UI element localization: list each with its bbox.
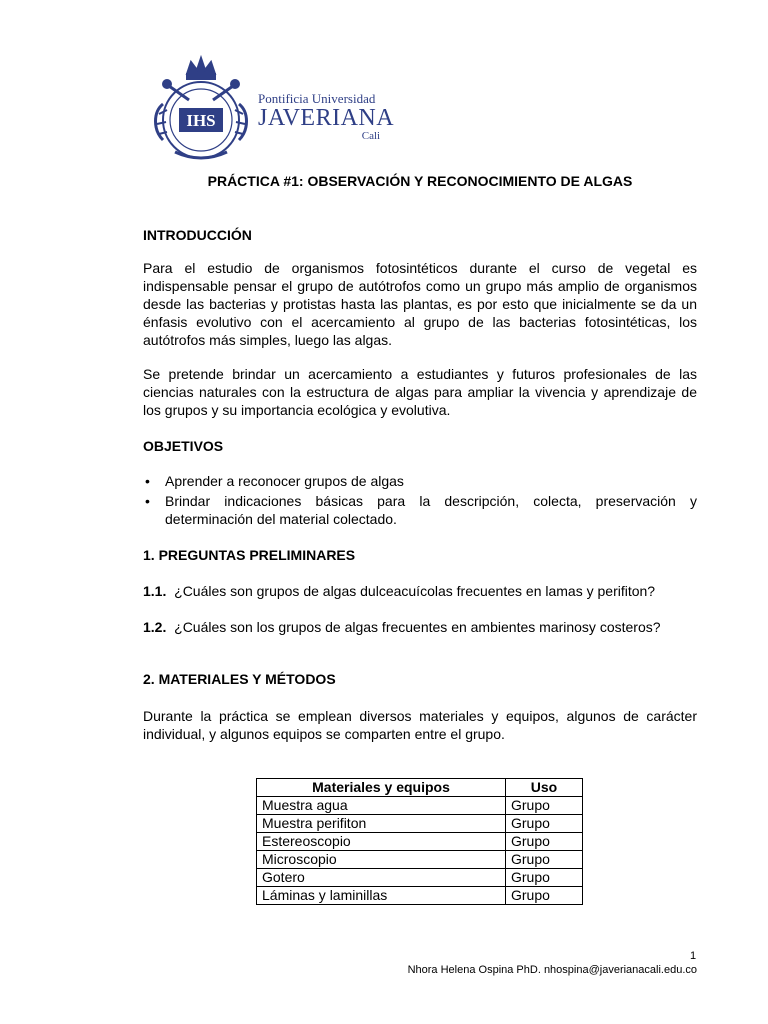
table-row (257, 887, 583, 905)
page-number: 1 (690, 950, 697, 962)
materiales-paragraph: Durante la práctica se emplean diversos materiales y equipos, algunos de carácter individual, y algunos equipos se comparten entre el grupo. (143, 708, 697, 742)
monogram-text: IHS (186, 111, 216, 130)
document-title: PRÁCTICA #1: OBSERVACIÓN Y RECONOCIMIENTO DE ALGAS (207, 173, 633, 189)
table-cell-material: Muestra perifiton (257, 815, 506, 833)
table-cell-material: Estereoscopio (257, 833, 506, 851)
table-header-row (257, 779, 583, 797)
list-item: • Aprender a reconocer grupos de algas (143, 472, 697, 490)
intro-paragraph-1: Para el estudio de organismos fotosintéticos durante el curso de vegetal es indispensable pensar el grupo de autótrofos como un grupo más amplio de organismos desde las bacterias y protistas hasta las plantas, es por esto que inicialmente se da un énfasis evolutivo con el acercamiento al grupo de las bacterias fotosintéticas, los autótrofos más simples, luego las algas. (143, 260, 697, 348)
table-cell-uso: Grupo (506, 869, 583, 887)
question-2 (143, 618, 697, 636)
objetivos-list (143, 472, 697, 530)
materiales-heading: 2. MATERIALES Y MÉTODOS (143, 671, 336, 687)
table-cell-material: Gotero (257, 869, 506, 887)
question-2-number: 1.2. (143, 619, 167, 635)
table-header-uso: Uso (506, 779, 583, 797)
table-cell-uso: Grupo (506, 851, 583, 869)
question-1-number: 1.1. (143, 583, 167, 599)
table-row (257, 797, 583, 815)
logo-line-cali: Cali (361, 130, 381, 142)
intro-heading: INTRODUCCIÓN (143, 227, 252, 243)
table-cell-material: Láminas y laminillas (257, 887, 506, 905)
preguntas-heading: 1. PREGUNTAS PRELIMINARES (143, 547, 356, 563)
question-2-text: ¿Cuáles son los grupos de algas frecuentes en ambientes marinosy costeros? (174, 619, 661, 635)
list-item: • Brindar indicaciones básicas para la descripción, colecta, preservación y determinación del material colectado. (143, 492, 697, 528)
table-cell-uso: Grupo (506, 797, 583, 815)
table-cell-uso: Grupo (506, 887, 583, 905)
crest-icon (145, 52, 257, 167)
objetivos-heading: OBJETIVOS (143, 438, 224, 454)
university-logo (145, 52, 400, 167)
table-row (257, 833, 583, 851)
table-cell-uso: Grupo (506, 833, 583, 851)
table-header-materiales: Materiales y equipos (257, 779, 506, 797)
materials-table (256, 778, 583, 905)
logo-line-javeriana: JAVERIANA (258, 105, 395, 131)
question-1-text: ¿Cuáles son grupos de algas dulceacuícolas frecuentes en lamas y perifiton? (174, 583, 656, 599)
table-cell-uso: Grupo (506, 815, 583, 833)
table-cell-material: Microscopio (257, 851, 506, 869)
intro-paragraph-2: Se pretende brindar un acercamiento a estudiantes y futuros profesionales de las ciencias naturales con la estructura de algas para ampliar la vivencia y aprendizaje de los grupos y su importancia ecológica y evolutiva. (143, 366, 697, 418)
logo-line-pontificia: Pontificia Universidad (258, 91, 376, 106)
table-row (257, 869, 583, 887)
table-cell-material: Muestra agua (257, 797, 506, 815)
table-row (257, 815, 583, 833)
question-1 (143, 582, 697, 600)
table-row (257, 851, 583, 869)
logo-wordmark (258, 92, 394, 142)
footer-author: Nhora Helena Ospina PhD. nhospina@javerianacali.edu.co (407, 964, 697, 976)
